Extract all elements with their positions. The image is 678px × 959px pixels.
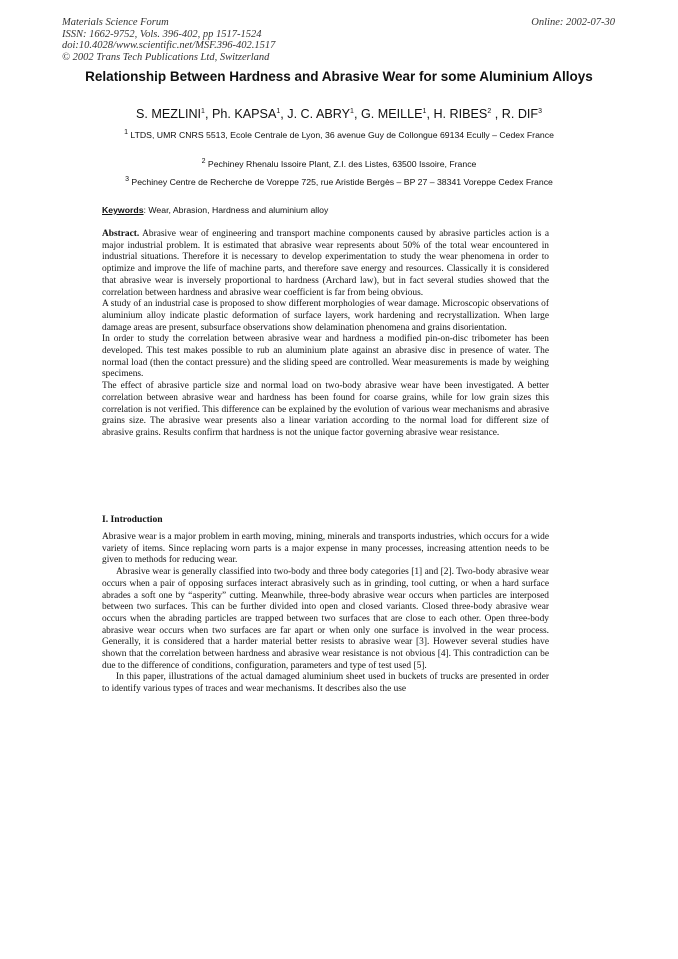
intro-paragraph: Abrasive wear is generally classified into two-body and three body categories [1] and [2]. Two-body abrasive wear occurs when a pair of opposing surfaces interact abrasively such as in grinding, tool cutting, or when a hard surface abrades a soft one by “asperity” cutting. Meanwhile, three-body abrasive wear occurs when particles are interposed between two surfaces. This can be further divided into open and closed variants. Closed three-body abrasive wear occurs when the abrading particles are trapped between two surfaces that are close to each other. Open three-body abrasive wear occurs when two surfaces are far apart or when only one surface is involved in the wear process. Generally, it is considered that a harder material better resists to abrasive wear [3]. However several studies have shown that the correlation between hardness and abrasive wear resistance is not obvious [4]. This contradiction can be due to the difference of conditions, configuration, parameters and type of test used [5]. [102,567,549,671]
issn-line: ISSN: 1662-9752, Vols. 396-402, pp 1517-1524 [62,28,262,40]
online-date: Online: 2002-07-30 [531,17,615,28]
author: R. DIF$^3$ [501,107,543,121]
abstract-paragraph: A study of an industrial case is proposed to show different morphologies of wear damage. Microscopic observations of aluminium alloy indicate plastic deformation of surface layers, work hardening and recrystallization. When large damage areas are present, subsurface observations show delamination phenomena and grains disorientation. [102,299,549,333]
keywords: Keywords: Wear, Abrasion, Hardness and aluminium alloy [102,205,329,215]
affiliation-2: $^2$ Pechiney Rhenalu Issoire Plant, Z.I. des Listes, 63500 Issoire, France [201,158,477,169]
author: H. RIBES$^2$ [433,107,492,121]
abstract [102,229,549,440]
author: G. MEILLE$^1$ [360,107,427,121]
affiliation-3: $^3$ Pechiney Centre de Recherche de Voreppe 725, rue Aristide Bergès – BP 27 – 38341 Voreppe Cedex France [125,176,553,187]
intro-paragraph: In this paper, illustrations of the actual damaged aluminium sheet used in buckets of trucks are presented in order to identify various types of traces and wear mechanisms. It describes also the use [102,672,549,695]
journal-header [62,17,275,63]
keywords-text: Wear, Abrasion, Hardness and aluminium alloy [148,205,329,215]
paper-title: Relationship Between Hardness and Abrasive Wear for some Aluminium Alloys [85,69,593,84]
abstract-paragraph: In order to study the correlation between abrasive wear and hardness a modified pin-on-disc tribometer has been developed. This test makes possible to rub an aluminium plate against an abrasive disc in presence of water. The normal load (then the contact pressure) and the sliding speed are controlled. Wear measurements is made by weighing specimens. [102,334,549,380]
author: J. C. ABRY$^1$ [287,107,354,121]
affiliation-1: $^1$ LTDS, UMR CNRS 5513, Ecole Centrale de Lyon, 36 avenue Guy de Collongue 69134 Ecully – Cedex France [124,129,554,140]
intro-paragraph: Abrasive wear is a major problem in earth moving, mining, minerals and transports industries, which occurs for a wide variety of items. Since replacing worn parts is a major expense in many processes, increasing attention needs to be given to methods for reducing wear. [102,532,549,566]
section-heading-introduction: I. Introduction [102,514,163,525]
introduction-body [102,532,549,696]
keywords-label: Keywords [102,205,144,215]
abstract-label: Abstract. [102,229,140,239]
copyright-line: © 2002 Trans Tech Publications Ltd, Switzerland [62,51,270,63]
author: S. MEZLINI$^1$ [135,107,205,121]
abstract-paragraph: The effect of abrasive particle size and normal load on two-body abrasive wear have been investigated. A better correlation between abrasive wear and hardness has been found for coarse grains, while for low grain sizes this correlation is not verified. This difference can be explained by the evolution of various wear mechanisms and abrasive grains size. The abrasive wear presents also a linear variation according to the normal load for different size of abrasive grains. Results confirm that hardness is not the unique factor governing abrasive wear resistance. [102,381,549,438]
author-list: S. MEZLINI$^1$, Ph. KAPSA$^1$, J. C. ABRY$^1$, G. MEILLE$^1$, H. RIBES$^2$ , R. DIF$^3$ [135,107,543,121]
journal-name: Materials Science Forum [62,17,169,28]
author: Ph. KAPSA$^1$ [211,107,281,121]
doi-link[interactable]: doi:10.4028/www.scientific.net/MSF.396-402.1517 [62,40,276,51]
abstract-paragraph: Abstract. Abrasive wear of engineering and transport machine components caused by abrasive particles action is a major industrial problem. It is estimated that abrasive wear represents about 50% of the total wear encountered in industrial situations. Therefore it is necessary to develop experimentation to study the wear phenomena in order to optimize and improve the life of machine parts, and therefore save energy and resources. Classically it is considered that abrasive wear is inversely proportional to hardness (Archard law), but in fact several studies showed that the correlation between hardness and abrasive wear coefficient is far from being obvious. [102,229,549,298]
